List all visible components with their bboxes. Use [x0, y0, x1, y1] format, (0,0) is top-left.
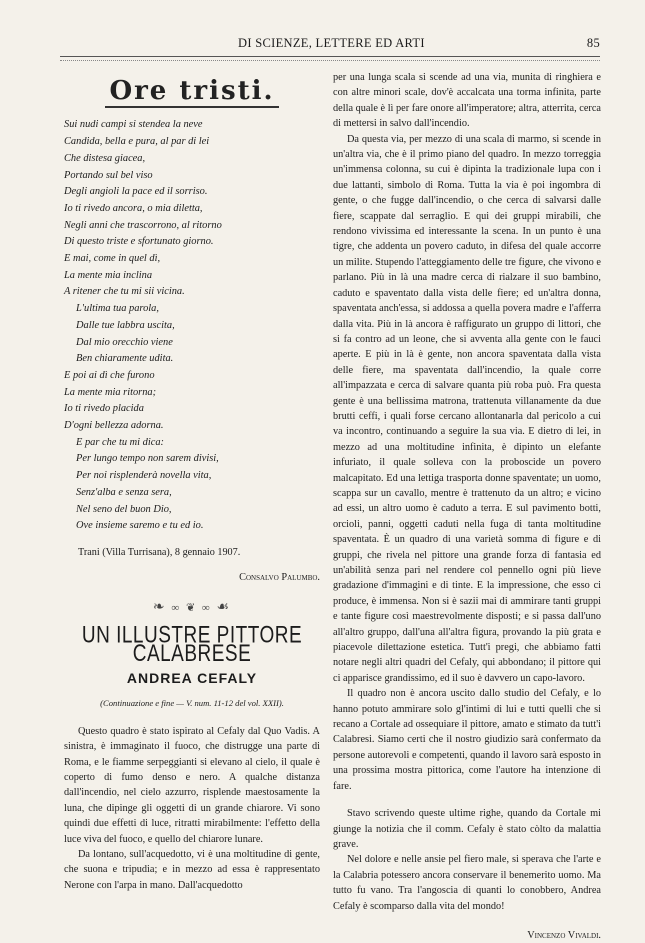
poem-line: Ben chiaramente udita. [76, 353, 174, 365]
right-column [333, 70, 601, 943]
poem-line: D'ogni bellezza adorna. [64, 420, 164, 432]
margin-scan-noise [2, 400, 12, 560]
poem-line: E poi ai dì che furono [64, 369, 155, 381]
poem-line: Per lungo tempo non sarem divisi, [76, 453, 219, 465]
paragraph: per una lunga scala si scende ad una via, munita di ringhiera e con altre minori scale, dov'è accalcata una torma infinita, parte della quale è lì per fare onore all'imperatore; altra, atterrita, cerca di mettersi in salvo dall'incendio. [333, 72, 601, 130]
poem-line: Senz'alba e senza sera, [76, 486, 172, 498]
poem-line: Portando sul bel viso [64, 169, 153, 181]
poem-line: Degli angioli la pace ed il sorriso. [64, 186, 208, 198]
poem-line: Che distesa giacea, [64, 152, 146, 164]
poem-line: L'ultima tua parola, [76, 303, 159, 315]
poem-date-line: Trani (Villa Turrisana), 8 gennaio 1907. [78, 546, 241, 558]
poem-line: A ritener che tu mi sii vicina. [64, 286, 185, 298]
poem-line: E mai, come in quel dì, [64, 253, 161, 265]
paragraph: Nel dolore e nelle ansie pel fiero male, si sperava che l'arte e la Calabria potessero ancora conservare il benemerito uomo. Ma tutto fu vano. Tra l'angoscia di quanti lo conobbero, Andrea Cefaly è scomparso dalla vita del mondo! [333, 854, 601, 912]
poem-line: Di questo triste e sfortunato giorno. [64, 236, 214, 248]
poem-line: Negli anni che trascorrono, al ritorno [64, 219, 222, 231]
ornament-divider: ❧ ∞ ❦ ∞ ☙ [152, 599, 232, 615]
page-number: 85 [586, 36, 600, 50]
poem-line: La mente mia ritorna; [64, 386, 157, 398]
article-body-right [333, 70, 601, 914]
paragraph: Da lontano, sull'acquedotto, vi è una moltitudine di gente, che suona e tripudia; e in mezzo ad essa è rappresentato Nerone con l'arpa in mano. Dall'acquedotto [64, 849, 320, 891]
header-rule [60, 56, 600, 57]
left-column [64, 70, 320, 893]
paragraph: Stavo scrivendo queste ultime righe, quando da Cortale mi giunge la notizia che il comm. Cefaly è stato còlto da malattia grave. [333, 808, 601, 850]
poem-author: Consalvo Palumbo. [239, 572, 320, 584]
poem-title: Ore tristi. [64, 84, 320, 99]
poem-line: Io ti rivedo ancora, o mia diletta, [64, 202, 203, 214]
poem-line: Nel seno del buon Dio, [76, 503, 172, 515]
poem-line: Per noi risplenderà novella vita, [76, 470, 212, 482]
article-title: UN ILLUSTRE PITTORE CALABRESE [81, 622, 303, 669]
article-author: Vincenzo Vivaldi. [527, 929, 601, 941]
paragraph-gap [333, 794, 601, 806]
continuation-note: (Continuazione e fine — V. num. 11-12 del vol. XXII). [100, 698, 284, 709]
poem-line: Dal mio orecchio viene [76, 336, 173, 348]
article-subtitle: ANDREA CEFALY [126, 670, 258, 687]
poem-body [64, 117, 320, 535]
running-header [60, 34, 600, 54]
poem-line: Candida, bella e pura, al par di lei [64, 136, 210, 148]
poem-line: Dalle tue labbra uscita, [76, 319, 175, 331]
poem-line: E par che tu mi dica: [76, 436, 165, 448]
poem-line: Io ti rivedo placida [64, 403, 144, 415]
paragraph: Da questa via, per mezzo di una scala di marmo, si scende in un'altra via, che è il primo piano del quadro. In mezzo torreggia un'immensa colonna, su cui è dipinta la tradizionale lupa con i due lattanti, simbolo di Roma. Tutta la via è poi ingombra di gente, o che fugge dall'incendio, o che cerca di salvarsi dalle fiere, scappate dal serraglio. E qui dei gruppi mirabili, che rendono vivissima ed interessante la scena. In un punto è una tigre, che addenta un povero caduto, in difesa del quale accorre un milite. Stupendo l'atteggiamento delle tre figure, che vivono e parlano. Più in là una madre cerca di rialzare il suo bambino, caduto e spaventato dalla vista delle fiere; ed un'altra donna, spaventata anch'essa, si addossa a quella povera madre e l'afferra dalla vita. Più in là ancora è raffigurato un gruppo di littori, che si fa contro ad un leone, che si avventa alla gente con le fauci aperte. E più in là è gente, non ancora spaventata dalla vista delle fiere, ma spaventata dall'incendio, la quale corre all'impazzata e cerca di salvare quanta più roba può. Fra questa gente è una bellissima matrona, trattenuta villanamente da due brutti ceffi, i quali forse cercano allontanarla dal pericolo a cui va incontro, continuando a seguire la sua via. E dietro di lei, in mezzo ad una moltitudine infinita, è dipinto un elefante infuriato, il quale solleva con la proboscide un povero malcapitato. Ed una lettiga trasporta donne spaventate; un uomo, scappa sur un cavallo, mentre è trattenuto da un altro; e vicino ad essi, un altro uomo è caduto a terra. E sul pavimento botti, orcioli, panni, oggetti caduti nella fuga di tanta moltitudine spaventata. È un quadro di una varietà somma di figure e di gruppi, che rivela nel pittore una grande forza di fantasia ed un'abilità senza pari nel rendere col pennello ogni più lieve gradazione d'immagini e di tinte. E la impressione, che esso ci produce, è immensa. Non si è sazii mai di ammirare tanti gruppi e tante figure così maestrevolmente disposti; e si passa dall'uno all'altro gruppo, dall'una all'altra figura, provando la più grata e piacevole dilettazione estetica. Tutt'i pregi, che abbiamo fatti notare negli altri quadri del Cefaly, qui abbondano; il pittore qui ci apparisce grandissimo, ed il suo è davvero un capo-lavoro. [333, 133, 601, 684]
paragraph: Questo quadro è stato ispirato al Cefaly dal Quo Vadis. A sinistra, è immaginato il fuoco, che distrugge una parte di Roma, e le fiamme serpeggianti si elevano al cielo, il quale è coperto di fumo denso e nero. A qualche distanza dall'incendio, nel cielo azzurro, risplende maestosamente la luna, che dipinge gli oggetti di un grande chiarore. Vi sono quindi due effetti di luce, ritratti mirabilmente: l'effetto della luce viva del fuoco, e quello del chiarore lunare. [64, 725, 320, 845]
poem-line: La mente mia inclina [64, 269, 153, 281]
header-rule-dotted [60, 60, 600, 61]
article-body-left [64, 724, 320, 893]
poem-line: Ove insieme saremo e tu ed io. [76, 520, 204, 532]
paragraph: Il quadro non è ancora uscito dallo studio del Cefaly, e lo hanno potuto ammirare solo gl'intimi di lui e tutti quelli che si recano a Cortale ad ossequiare il pittore, amato e stimato da tutt'i Calabresi. Siamo certi che il nostro giudizio sarà confermato da persone autorevoli e competenti, quando il lavoro sarà esposto in una prossima mostra pittorica, come l'autore ha intenzione di fare. [333, 688, 601, 792]
poem-line: Sui nudi campi si stendea la neve [64, 119, 203, 131]
running-title: DI SCIENZE, LETTERE ED ARTI [238, 36, 425, 50]
